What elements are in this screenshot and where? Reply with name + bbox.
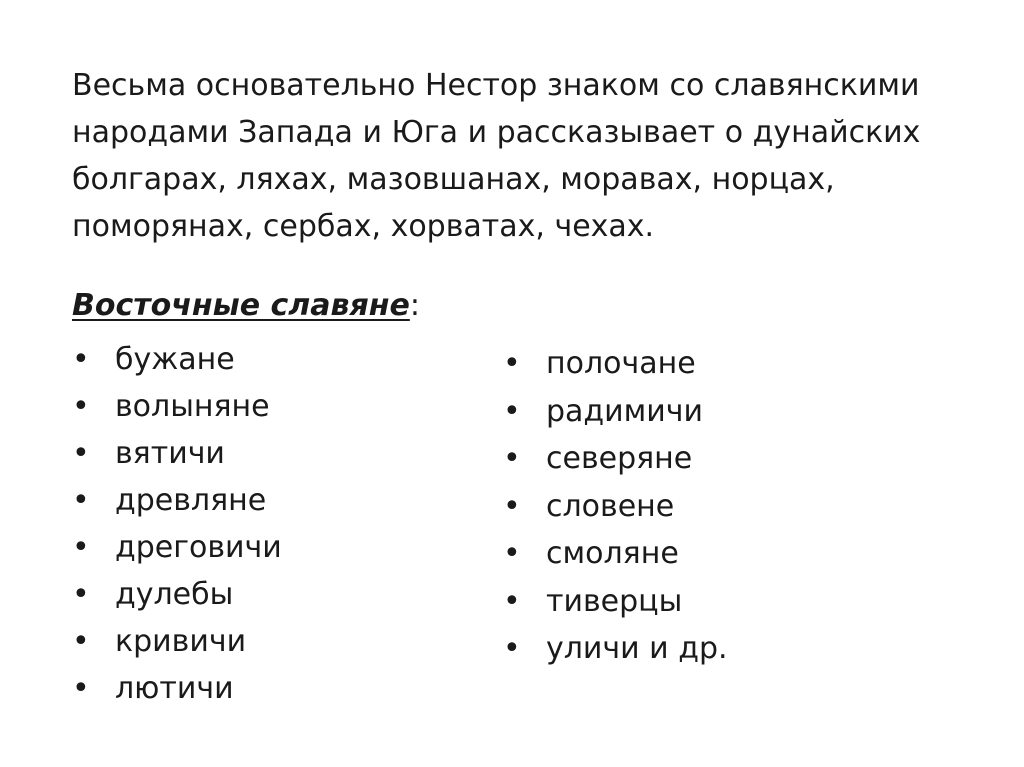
- list-item-label: лютичи: [115, 671, 234, 706]
- list-item: [72, 477, 282, 524]
- bullet-icon: •: [503, 488, 521, 524]
- intro-line-3: болгарах, ляхах, мазовшанах, моравах, норцах,: [72, 162, 835, 197]
- intro-line-4: поморянах, сербах, хорватах, чехах.: [72, 209, 655, 244]
- list-item: [72, 430, 282, 477]
- list-item: [503, 483, 728, 531]
- intro-paragraph: [72, 62, 972, 250]
- intro-line-1: Весьма основательно Нестор знаком со славянскими: [72, 68, 920, 103]
- bullet-icon: •: [72, 624, 90, 659]
- list-item-label: уличи и др.: [546, 631, 728, 666]
- list-item: [503, 578, 728, 626]
- section-heading: [72, 286, 420, 326]
- list-item: [503, 340, 728, 388]
- bullet-icon: •: [503, 631, 521, 666]
- list-item-label: северяне: [546, 441, 693, 476]
- list-item: [72, 383, 282, 430]
- list-item: [503, 435, 728, 483]
- bullet-icon: •: [503, 346, 521, 381]
- bullet-icon: •: [503, 441, 521, 476]
- list-item: [72, 571, 282, 618]
- bullet-icon: •: [503, 536, 521, 571]
- section-heading-title: Восточные славяне: [72, 288, 410, 323]
- bullet-icon: •: [72, 671, 90, 706]
- list-item: [72, 618, 282, 665]
- list-item: [72, 524, 282, 571]
- bullet-icon: •: [72, 530, 90, 565]
- list-item: [503, 625, 728, 673]
- list-item: [72, 336, 282, 383]
- intro-line-2: народами Запада и Юга и рассказывает о дунайских: [72, 115, 921, 150]
- list-item-label: дреговичи: [115, 530, 282, 565]
- bullet-icon: •: [72, 436, 90, 471]
- list-item-label: полочане: [546, 346, 696, 381]
- list-item: [503, 388, 728, 436]
- bullet-icon: •: [72, 483, 90, 518]
- section-heading-colon: :: [409, 288, 420, 323]
- list-item: [72, 665, 282, 712]
- bullet-icon: •: [72, 389, 90, 424]
- list-item-label: бужане: [115, 342, 235, 377]
- list-item-label: волыняне: [115, 389, 270, 424]
- list-item-label: словене: [546, 488, 675, 524]
- tribes-list-right: [503, 340, 728, 673]
- list-item-label: вятичи: [115, 436, 225, 471]
- list-item-label: дулебы: [115, 577, 234, 612]
- bullet-icon: •: [72, 577, 90, 612]
- list-item-label: кривичи: [115, 624, 247, 659]
- list-item-label: радимичи: [546, 393, 704, 429]
- tribes-list-left: [72, 336, 282, 712]
- list-item-label: тиверцы: [546, 583, 683, 619]
- bullet-icon: •: [503, 393, 521, 429]
- bullet-icon: •: [503, 583, 521, 619]
- list-item-label: смоляне: [546, 536, 679, 571]
- list-item: [503, 530, 728, 578]
- bullet-icon: •: [72, 342, 90, 377]
- list-item-label: древляне: [115, 483, 267, 518]
